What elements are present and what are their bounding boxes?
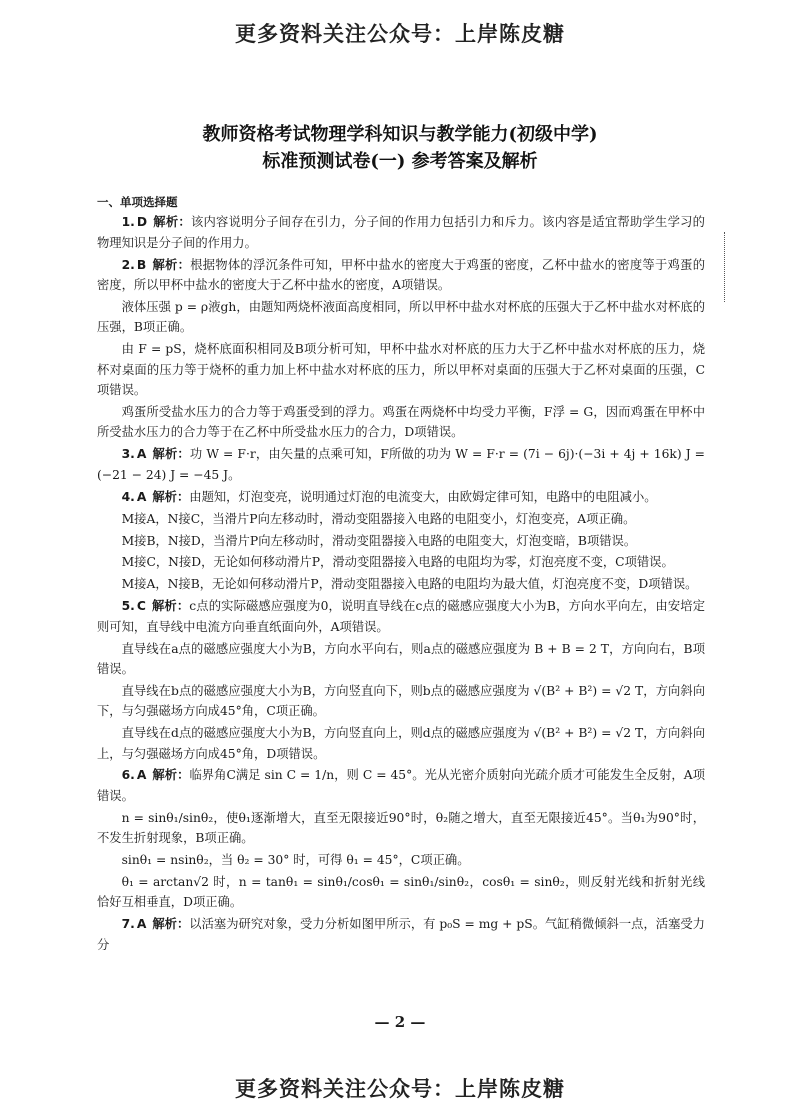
explanation-text: 由题知，灯泡变亮，说明通过灯泡的电流变大，由欧姆定律可知，电路中的电阻减小。	[189, 489, 657, 504]
question-answer	[97, 444, 705, 485]
question-number: 4.	[121, 489, 135, 504]
answer-letter: A	[136, 768, 147, 783]
answer-list	[97, 212, 705, 955]
answer-paragraph	[97, 297, 705, 338]
explanation-text: θ₁ = arctan√2 时，n = tanθ₁ = sinθ₁/cosθ₁ = sinθ₁/sinθ₂，cosθ₁ = sinθ₂，则反射光线和折射光线恰好互相垂直，D项正确。	[97, 875, 705, 910]
explanation-text: 鸡蛋所受盐水压力的合力等于鸡蛋受到的浮力。鸡蛋在两烧杯中均受力平衡，F浮 = G，因而鸡蛋在甲杯中所受盐水压力的合力等于在乙杯中所受盐水压力的合力，D项错误。	[97, 405, 705, 440]
explanation-text: sinθ₁ = nsinθ₂，当 θ₂ = 30° 时，可得 θ₁ = 45°，C项正确。	[121, 853, 470, 868]
explanation-text: M接B，N接D，当滑片P向左移动时，滑动变阻器接入电路的电阻变大，灯泡变暗，B项错误。	[121, 533, 637, 548]
footer-watermark: 更多资料关注公众号：上岸陈皮糖	[235, 1077, 565, 1101]
answer-paragraph	[97, 639, 705, 680]
question-number: 2.	[121, 257, 135, 272]
question-number: 6.	[121, 768, 135, 783]
explanation-text: M接A，N接B，无论如何移动滑片P，滑动变阻器接入电路的电阻均为最大值，灯泡亮度不变，D项错误。	[121, 577, 698, 592]
answer-body	[97, 192, 705, 955]
explanation-text: 以活塞为研究对象，受力分析如图甲所示，有 p₀S = mg + pS。气缸稍微倾斜一点，活塞受力分	[97, 917, 705, 952]
answer-paragraph	[97, 339, 705, 400]
explanation-label: 解析：	[151, 599, 190, 614]
question-answer	[97, 212, 705, 253]
explanation-label: 解析：	[152, 917, 190, 932]
answer-letter: A	[136, 489, 147, 504]
page-number: — 2 —	[374, 1013, 426, 1031]
answer-paragraph	[97, 509, 705, 529]
explanation-label: 解析：	[153, 215, 191, 230]
answer-paragraph	[97, 552, 705, 572]
header-watermark: 更多资料关注公众号：上岸陈皮糖	[235, 22, 565, 46]
explanation-text: c点的实际磁感应强度为0，说明直导线在c点的磁感应强度大小为B，方向水平向左，由安培定则可知，直导线中电流方向垂直纸面向外，A项错误。	[97, 599, 705, 634]
question-number: 7.	[121, 917, 135, 932]
explanation-text: 功 W = F·r，由矢量的点乘可知，F所做的功为 W = F·r = (7i − 6j)·(−3i + 4j + 16k) J = (−21 − 24) J = −45 J。	[97, 447, 705, 482]
explanation-label: 解析：	[152, 489, 190, 504]
answer-paragraph	[97, 681, 705, 722]
question-answer	[97, 914, 705, 955]
explanation-label: 解析：	[152, 768, 190, 783]
question-answer	[97, 255, 705, 296]
answer-paragraph	[97, 850, 705, 870]
explanation-text: 由 F = pS，烧杯底面积相同及B项分析可知，甲杯中盐水对杯底的压力大于乙杯中盐水对杯底的压力，烧杯对桌面的压力等于烧杯的重力加上杯中盐水对杯底的压力，所以甲杯对桌面的压强大于乙杯对桌面的压强，C项错误。	[97, 342, 705, 398]
explanation-text: M接A，N接C，当滑片P向左移动时，滑动变阻器接入电路的电阻变小，灯泡变亮，A项正确。	[121, 511, 636, 526]
document-title: 教师资格考试物理学科知识与教学能力(初级中学)	[202, 124, 598, 145]
explanation-text: 临界角C满足 sin C = 1/n，则 C = 45°。光从光密介质射向光疏介质才可能发生全反射，A项错误。	[97, 768, 705, 803]
answer-letter: A	[136, 917, 147, 932]
explanation-text: 直导线在d点的磁感应强度大小为B，方向竖直向上，则d点的磁感应强度为 √(B² + B²) = √2 T，方向斜向上，与匀强磁场方向成45°角，D项错误。	[97, 726, 705, 761]
question-answer	[97, 596, 705, 637]
explanation-text: 液体压强 p = ρ液gh，由题知两烧杯液面高度相同，所以甲杯中盐水对杯底的压强大于乙杯中盐水对杯底的压强，B项正确。	[97, 300, 705, 335]
answer-paragraph	[97, 574, 705, 594]
answer-letter: B	[136, 257, 147, 272]
question-number: 1.	[121, 215, 135, 230]
answer-paragraph	[97, 872, 705, 913]
answer-letter: A	[136, 447, 147, 462]
question-number: 5.	[121, 599, 135, 614]
answer-paragraph	[97, 808, 705, 849]
answer-paragraph	[97, 402, 705, 443]
explanation-label: 解析：	[152, 257, 191, 272]
answer-letter: D	[136, 215, 148, 230]
margin-dotted-line	[724, 232, 726, 302]
explanation-text: 该内容说明分子间存在引力，分子间的作用力包括引力和斥力。该内容是适宜帮助学生学习的物理知识是分子间的作用力。	[97, 215, 705, 250]
question-answer	[97, 487, 705, 507]
answer-letter: C	[136, 599, 146, 614]
explanation-text: 根据物体的浮沉条件可知，甲杯中盐水的密度大于鸡蛋的密度，乙杯中盐水的密度等于鸡蛋的密度，所以甲杯中盐水的密度大于乙杯中盐水的密度，A项错误。	[97, 257, 705, 293]
explanation-text: n = sinθ₁/sinθ₂，使θ₁逐渐增大，直至无限接近90°时，θ₂随之增大，直至无限接近45°。当θ₁为90°时，不发生折射现象，B项正确。	[97, 810, 705, 846]
explanation-label: 解析：	[152, 447, 190, 462]
explanation-text: M接C，N接D，无论如何移动滑片P，滑动变阻器接入电路的电阻均为零，灯泡亮度不变，C项错误。	[121, 555, 674, 570]
answer-paragraph	[97, 531, 705, 551]
explanation-text: 直导线在a点的磁感应强度大小为B，方向水平向右，则a点的磁感应强度为 B + B = 2 T，方向向右，B项错误。	[97, 641, 705, 676]
question-answer	[97, 765, 705, 806]
document-subtitle: 标准预测试卷(一) 参考答案及解析	[262, 151, 538, 172]
answer-paragraph	[97, 723, 705, 764]
explanation-text: 直导线在b点的磁感应强度大小为B，方向竖直向下，则b点的磁感应强度为 √(B² + B²) = √2 T，方向斜向下，与匀强磁场方向成45°角，C项正确。	[97, 683, 705, 719]
question-number: 3.	[121, 447, 135, 462]
section-heading: 一、单项选择题	[97, 195, 178, 209]
